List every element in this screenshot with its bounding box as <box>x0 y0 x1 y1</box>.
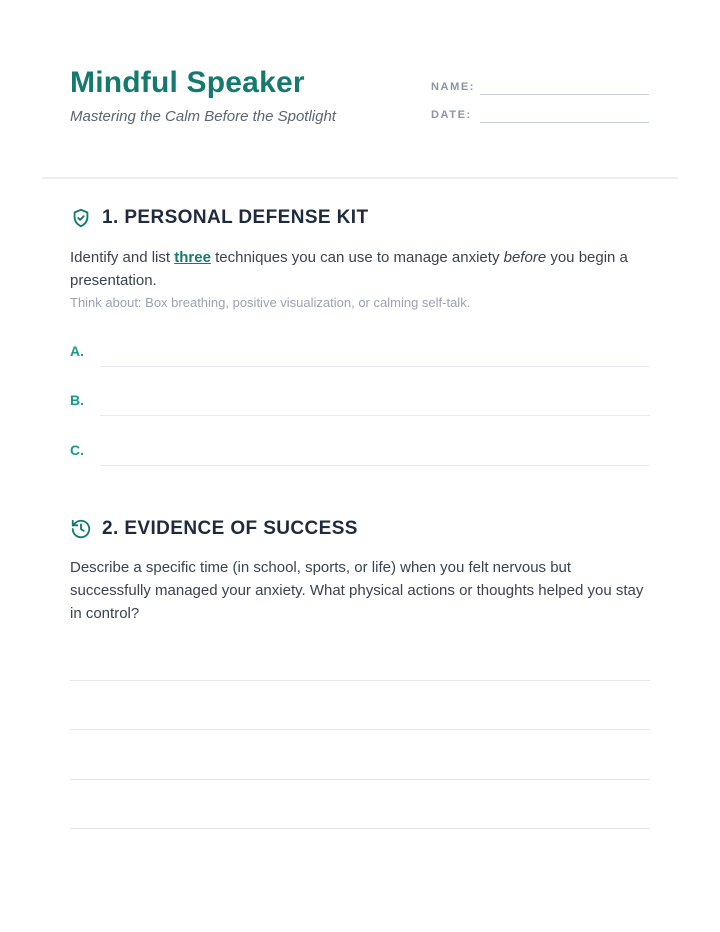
writing-line-4[interactable] <box>70 828 650 829</box>
answer-label-a: A. <box>70 343 84 359</box>
section-1-hint: Think about: Box breathing, positive visualization, or calming self-talk. <box>70 295 471 310</box>
keyword-three: three <box>174 249 211 266</box>
answer-row-a <box>70 343 650 359</box>
answer-label-c: C. <box>70 442 84 458</box>
instruction-text: techniques you can use to manage anxiety <box>210 249 504 266</box>
answer-row-c <box>70 442 650 458</box>
section-1-header <box>70 207 368 229</box>
name-field <box>431 81 649 93</box>
section-1-instructions <box>70 246 645 292</box>
emphasis-before: before <box>503 249 547 266</box>
answer-line-c[interactable] <box>100 465 650 466</box>
name-line[interactable] <box>480 93 649 95</box>
section-1-title: 1. PERSONAL DEFENSE KIT <box>102 207 369 228</box>
date-label: DATE: <box>431 109 472 121</box>
section-2-instructions: Describe a specific time (in school, sports, or life) when you felt nervous but successfully managed your anxiety. What physical actions or thoughts helped you stay in control? <box>70 559 644 622</box>
page-title: Mindful Speaker <box>70 66 305 99</box>
header-divider <box>42 177 678 179</box>
page-subtitle: Mastering the Calm Before the Spotlight <box>70 108 336 125</box>
date-line[interactable] <box>480 121 649 123</box>
answer-label-b: B. <box>70 392 84 408</box>
history-icon <box>70 518 92 540</box>
writing-line-1[interactable] <box>70 680 650 681</box>
writing-line-2[interactable] <box>70 729 650 730</box>
answer-line-b[interactable] <box>100 415 650 416</box>
answer-line-a[interactable] <box>100 366 650 367</box>
instruction-text: Identify and list <box>70 249 175 266</box>
instruction-text: you begin a presentation. <box>70 249 628 289</box>
section-2-header <box>70 518 358 540</box>
shield-check-icon <box>70 207 92 229</box>
name-label: NAME: <box>431 81 476 93</box>
answer-row-b <box>70 392 650 408</box>
date-field <box>431 109 649 121</box>
writing-line-3[interactable] <box>70 779 650 780</box>
section-2-title: 2. EVIDENCE OF SUCCESS <box>102 518 358 539</box>
